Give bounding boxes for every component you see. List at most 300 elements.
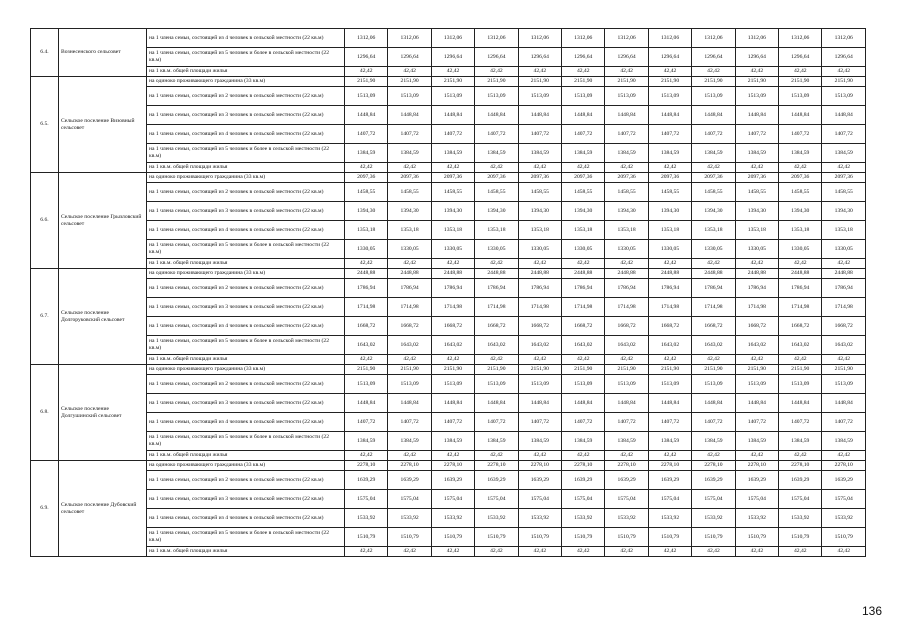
value-cell: 1639,29: [648, 471, 691, 490]
row-description: на 1 члена семьи, состоящей из 5 человек и более в сельской местности (22 кв.м): [147, 48, 345, 67]
value-cell: 1510,79: [692, 528, 735, 547]
value-cell: 2278,10: [735, 461, 778, 471]
value-cell: 1384,59: [822, 432, 866, 451]
section-number: 6.8.: [31, 365, 59, 461]
value-cell: 42,42: [779, 547, 822, 557]
value-cell: 1330,05: [779, 240, 822, 259]
value-cell: 1513,09: [562, 375, 605, 394]
value-cell: 1394,30: [388, 202, 431, 221]
value-cell: 42,42: [518, 355, 561, 365]
value-cell: 1668,72: [648, 317, 691, 336]
row-description: на 1 кв.м. общей площади жилья: [147, 259, 345, 269]
value-cell: 2097,36: [822, 173, 866, 183]
value-cell: 42,42: [822, 547, 866, 557]
value-cell: 1407,72: [822, 125, 866, 144]
settlement-name: Сельское поселение Долгушинский сельсовет: [59, 365, 147, 461]
table-row: [31, 67, 866, 77]
value-cell: 1312,06: [822, 29, 866, 48]
value-cell: 42,42: [475, 547, 518, 557]
value-cell: 42,42: [388, 547, 431, 557]
value-cell: 42,42: [692, 163, 735, 173]
value-cell: 42,42: [735, 355, 778, 365]
value-cell: 1575,04: [388, 490, 431, 509]
value-cell: 1714,98: [388, 298, 431, 317]
value-cell: 2151,90: [475, 77, 518, 87]
value-cell: 1533,92: [388, 509, 431, 528]
row-description: на 1 кв.м. общей площади жилья: [147, 355, 345, 365]
value-cell: 1458,55: [822, 183, 866, 202]
value-cell: 1330,05: [345, 240, 388, 259]
value-cell: 1312,06: [648, 29, 691, 48]
value-cell: 2151,90: [345, 365, 388, 375]
value-cell: 1513,09: [388, 375, 431, 394]
row-description: на одиноко проживающего гражданина (33 кв.м): [147, 77, 345, 87]
value-cell: 2151,90: [735, 365, 778, 375]
value-cell: 1575,04: [779, 490, 822, 509]
value-cell: 2151,90: [692, 77, 735, 87]
value-cell: 42,42: [562, 355, 605, 365]
value-cell: 42,42: [648, 163, 691, 173]
value-cell: 2151,90: [562, 365, 605, 375]
value-cell: 1513,09: [779, 375, 822, 394]
value-cell: 1330,05: [518, 240, 561, 259]
tariff-table: [30, 28, 866, 557]
value-cell: 42,42: [822, 451, 866, 461]
value-cell: 1384,59: [692, 432, 735, 451]
value-cell: 1330,05: [648, 240, 691, 259]
value-cell: 42,42: [648, 259, 691, 269]
value-cell: 1312,06: [388, 29, 431, 48]
value-cell: 2097,36: [779, 173, 822, 183]
value-cell: 2448,88: [345, 269, 388, 279]
value-cell: 2151,90: [518, 77, 561, 87]
value-cell: 1513,09: [345, 375, 388, 394]
value-cell: 2097,36: [735, 173, 778, 183]
value-cell: 1448,84: [562, 106, 605, 125]
value-cell: 1786,94: [345, 279, 388, 298]
value-cell: 42,42: [562, 451, 605, 461]
row-description: на 1 члена семьи, состоящей из 2 человек в сельской местности (22 кв.м): [147, 183, 345, 202]
row-description: на 1 члена семьи, состоящей из 4 человек в сельской местности (22 кв.м): [147, 29, 345, 48]
value-cell: 1407,72: [431, 125, 474, 144]
value-cell: 2278,10: [388, 461, 431, 471]
value-cell: 1643,02: [648, 336, 691, 355]
value-cell: 1394,30: [431, 202, 474, 221]
value-cell: 2278,10: [822, 461, 866, 471]
table-row: [31, 365, 866, 375]
row-description: на 1 кв.м. общей площади жилья: [147, 67, 345, 77]
value-cell: 1510,79: [562, 528, 605, 547]
row-description: на одиноко проживающего гражданина (33 кв.м): [147, 365, 345, 375]
value-cell: 1639,29: [518, 471, 561, 490]
value-cell: 1668,72: [388, 317, 431, 336]
value-cell: 2448,88: [388, 269, 431, 279]
value-cell: 1510,79: [735, 528, 778, 547]
value-cell: 1575,04: [648, 490, 691, 509]
value-cell: 1330,05: [822, 240, 866, 259]
value-cell: 1407,72: [475, 125, 518, 144]
value-cell: 42,42: [605, 259, 648, 269]
value-cell: 1353,18: [735, 221, 778, 240]
row-description: на 1 члена семьи, состоящей из 2 человек в сельской местности (22 кв.м): [147, 279, 345, 298]
value-cell: 42,42: [735, 259, 778, 269]
value-cell: 1786,94: [518, 279, 561, 298]
value-cell: 1448,84: [822, 394, 866, 413]
row-description: на 1 кв.м. общей площади жилья: [147, 451, 345, 461]
value-cell: 1639,29: [779, 471, 822, 490]
value-cell: 1353,18: [518, 221, 561, 240]
value-cell: 1533,92: [345, 509, 388, 528]
value-cell: 1513,09: [431, 375, 474, 394]
row-description: на 1 члена семьи, состоящей из 5 человек и более в сельской местности (22 кв.м): [147, 432, 345, 451]
value-cell: 1353,18: [822, 221, 866, 240]
value-cell: 1513,09: [605, 87, 648, 106]
value-cell: 1714,98: [345, 298, 388, 317]
value-cell: 1513,09: [345, 87, 388, 106]
value-cell: 2097,36: [345, 173, 388, 183]
table-row: [31, 77, 866, 87]
value-cell: 1668,72: [735, 317, 778, 336]
value-cell: 42,42: [605, 547, 648, 557]
table-row: [31, 279, 866, 298]
value-cell: 2097,36: [692, 173, 735, 183]
value-cell: 2151,90: [388, 365, 431, 375]
value-cell: 1668,72: [345, 317, 388, 336]
table-row: [31, 221, 866, 240]
value-cell: 1448,84: [692, 106, 735, 125]
value-cell: 1643,02: [692, 336, 735, 355]
value-cell: 2278,10: [648, 461, 691, 471]
value-cell: 1407,72: [562, 413, 605, 432]
table-row: [31, 269, 866, 279]
value-cell: 1384,59: [345, 432, 388, 451]
value-cell: 1394,30: [735, 202, 778, 221]
section-number: 6.9.: [31, 461, 59, 557]
settlement-name: Вознесенского сельсовет: [59, 29, 147, 77]
value-cell: 1394,30: [605, 202, 648, 221]
value-cell: 2448,88: [605, 269, 648, 279]
value-cell: 1458,55: [692, 183, 735, 202]
value-cell: 1407,72: [692, 413, 735, 432]
value-cell: 1353,18: [648, 221, 691, 240]
value-cell: 1296,64: [388, 48, 431, 67]
value-cell: 1575,04: [605, 490, 648, 509]
value-cell: 42,42: [475, 67, 518, 77]
value-cell: 42,42: [388, 451, 431, 461]
value-cell: 1786,94: [431, 279, 474, 298]
settlement-name: Сельское поселение Грызловский сельсовет: [59, 173, 147, 269]
value-cell: 42,42: [431, 163, 474, 173]
value-cell: 2448,88: [735, 269, 778, 279]
value-cell: 2151,90: [605, 365, 648, 375]
value-cell: 1714,98: [475, 298, 518, 317]
value-cell: 2151,90: [822, 365, 866, 375]
value-cell: 1513,09: [735, 375, 778, 394]
value-cell: 1384,59: [388, 144, 431, 163]
value-cell: 1407,72: [388, 413, 431, 432]
value-cell: 2097,36: [562, 173, 605, 183]
value-cell: 42,42: [345, 163, 388, 173]
value-cell: 1786,94: [475, 279, 518, 298]
value-cell: 1513,09: [779, 87, 822, 106]
value-cell: 1448,84: [822, 106, 866, 125]
value-cell: 2278,10: [345, 461, 388, 471]
value-cell: 1448,84: [431, 394, 474, 413]
value-cell: 1330,05: [431, 240, 474, 259]
value-cell: 42,42: [605, 67, 648, 77]
value-cell: 1510,79: [431, 528, 474, 547]
value-cell: 42,42: [779, 163, 822, 173]
value-cell: 1407,72: [345, 125, 388, 144]
value-cell: 1384,59: [431, 144, 474, 163]
section-number: 6.6.: [31, 173, 59, 269]
table-row: [31, 87, 866, 106]
value-cell: 42,42: [345, 259, 388, 269]
value-cell: 42,42: [518, 163, 561, 173]
value-cell: 1510,79: [388, 528, 431, 547]
value-cell: 1394,30: [648, 202, 691, 221]
value-cell: 42,42: [692, 355, 735, 365]
value-cell: 42,42: [388, 163, 431, 173]
value-cell: 1384,59: [475, 432, 518, 451]
row-description: на 1 члена семьи, состоящей из 2 человек в сельской местности (22 кв.м): [147, 375, 345, 394]
value-cell: 2151,90: [822, 77, 866, 87]
value-cell: 42,42: [388, 355, 431, 365]
value-cell: 1448,84: [779, 394, 822, 413]
value-cell: 42,42: [779, 451, 822, 461]
value-cell: 1448,84: [648, 394, 691, 413]
value-cell: 42,42: [475, 451, 518, 461]
value-cell: 2151,90: [518, 365, 561, 375]
value-cell: 1668,72: [822, 317, 866, 336]
value-cell: 42,42: [648, 547, 691, 557]
settlement-name: Сельское поселение Долгоруковский сельсовет: [59, 269, 147, 365]
value-cell: 1296,64: [475, 48, 518, 67]
value-cell: 2278,10: [562, 461, 605, 471]
value-cell: 1394,30: [518, 202, 561, 221]
row-description: на 1 члена семьи, состоящей из 4 человек в сельской местности (22 кв.м): [147, 317, 345, 336]
value-cell: 1296,64: [822, 48, 866, 67]
value-cell: 2151,90: [431, 365, 474, 375]
value-cell: 2151,90: [345, 77, 388, 87]
value-cell: 42,42: [605, 355, 648, 365]
value-cell: 1394,30: [692, 202, 735, 221]
row-description: на одиноко проживающего гражданина (33 кв.м): [147, 173, 345, 183]
value-cell: 2448,88: [779, 269, 822, 279]
value-cell: 1296,64: [518, 48, 561, 67]
value-cell: 1448,84: [605, 394, 648, 413]
value-cell: 1643,02: [518, 336, 561, 355]
value-cell: 1448,84: [562, 394, 605, 413]
value-cell: 1384,59: [475, 144, 518, 163]
value-cell: 1384,59: [431, 432, 474, 451]
value-cell: 1533,92: [735, 509, 778, 528]
value-cell: 2448,88: [648, 269, 691, 279]
value-cell: 1533,92: [605, 509, 648, 528]
value-cell: 42,42: [345, 355, 388, 365]
row-description: на одиноко проживающего гражданина (33 кв.м): [147, 269, 345, 279]
row-description: на 1 члена семьи, состоящей из 5 человек и более в сельской местности (22 кв.м): [147, 144, 345, 163]
value-cell: 1510,79: [822, 528, 866, 547]
value-cell: 1296,64: [431, 48, 474, 67]
value-cell: 2151,90: [648, 365, 691, 375]
table-row: [31, 451, 866, 461]
value-cell: 1448,84: [735, 106, 778, 125]
value-cell: 1448,84: [475, 106, 518, 125]
value-cell: 1575,04: [735, 490, 778, 509]
value-cell: 2448,88: [475, 269, 518, 279]
value-cell: 2151,90: [431, 77, 474, 87]
value-cell: 1458,55: [605, 183, 648, 202]
value-cell: 2151,90: [605, 77, 648, 87]
value-cell: 42,42: [388, 259, 431, 269]
value-cell: 1330,05: [475, 240, 518, 259]
value-cell: 1643,02: [779, 336, 822, 355]
value-cell: 42,42: [431, 355, 474, 365]
row-description: на 1 кв.м. общей площади жилья: [147, 547, 345, 557]
value-cell: 1384,59: [735, 432, 778, 451]
value-cell: 1639,29: [431, 471, 474, 490]
value-cell: 1384,59: [822, 144, 866, 163]
row-description: на одиноко проживающего гражданина (33 кв.м): [147, 461, 345, 471]
settlement-name: Сельское поселение Визовный сельсовет: [59, 77, 147, 173]
value-cell: 42,42: [562, 163, 605, 173]
value-cell: 1312,06: [431, 29, 474, 48]
page-number: 136: [862, 604, 883, 618]
value-cell: 1384,59: [735, 144, 778, 163]
value-cell: 1510,79: [345, 528, 388, 547]
value-cell: 1643,02: [605, 336, 648, 355]
value-cell: 1384,59: [692, 144, 735, 163]
value-cell: 1458,55: [345, 183, 388, 202]
value-cell: 42,42: [431, 451, 474, 461]
value-cell: 1643,02: [345, 336, 388, 355]
table-row: [31, 183, 866, 202]
value-cell: 42,42: [692, 259, 735, 269]
value-cell: 1448,84: [518, 394, 561, 413]
value-cell: 1407,72: [605, 413, 648, 432]
value-cell: 1330,05: [692, 240, 735, 259]
value-cell: 1296,64: [692, 48, 735, 67]
value-cell: 2278,10: [518, 461, 561, 471]
value-cell: 42,42: [562, 547, 605, 557]
table-row: [31, 163, 866, 173]
value-cell: 42,42: [518, 67, 561, 77]
row-description: на 1 члена семьи, состоящей из 5 человек и более в сельской местности (22 кв.м): [147, 528, 345, 547]
value-cell: 1353,18: [431, 221, 474, 240]
row-description: на 1 члена семьи, состоящей из 2 человек в сельской местности (22 кв.м): [147, 87, 345, 106]
value-cell: 42,42: [735, 451, 778, 461]
table-row: [31, 317, 866, 336]
value-cell: 1639,29: [388, 471, 431, 490]
value-cell: 1714,98: [431, 298, 474, 317]
value-cell: 1513,09: [431, 87, 474, 106]
value-cell: 1384,59: [605, 432, 648, 451]
row-description: на 1 члена семьи, состоящей из 4 человек в сельской местности (22 кв.м): [147, 509, 345, 528]
value-cell: 1448,84: [692, 394, 735, 413]
value-cell: 1312,06: [735, 29, 778, 48]
row-description: на 1 члена семьи, состоящей из 5 человек и более в сельской местности (22 кв.м): [147, 336, 345, 355]
value-cell: 1394,30: [779, 202, 822, 221]
section-number: 6.4.: [31, 29, 59, 77]
value-cell: 42,42: [648, 67, 691, 77]
value-cell: 2151,90: [779, 77, 822, 87]
row-description: на 1 члена семьи, состоящей из 3 человек в сельской местности (22 кв.м): [147, 490, 345, 509]
table-row: [31, 125, 866, 144]
value-cell: 1714,98: [605, 298, 648, 317]
value-cell: 1458,55: [779, 183, 822, 202]
value-cell: 2448,88: [692, 269, 735, 279]
value-cell: 42,42: [822, 259, 866, 269]
value-cell: 1786,94: [822, 279, 866, 298]
value-cell: 1407,72: [388, 125, 431, 144]
table-row: [31, 471, 866, 490]
row-description: на 1 члена семьи, состоящей из 3 человек в сельской местности (22 кв.м): [147, 202, 345, 221]
value-cell: 1296,64: [779, 48, 822, 67]
value-cell: 1394,30: [345, 202, 388, 221]
value-cell: 1513,09: [648, 375, 691, 394]
value-cell: 1353,18: [475, 221, 518, 240]
value-cell: 1786,94: [562, 279, 605, 298]
value-cell: 1786,94: [605, 279, 648, 298]
value-cell: 1407,72: [822, 413, 866, 432]
value-cell: 1786,94: [735, 279, 778, 298]
value-cell: 1668,72: [779, 317, 822, 336]
value-cell: 1533,92: [475, 509, 518, 528]
value-cell: 42,42: [822, 355, 866, 365]
value-cell: 1643,02: [475, 336, 518, 355]
value-cell: 42,42: [779, 67, 822, 77]
value-cell: 1394,30: [562, 202, 605, 221]
value-cell: 42,42: [822, 163, 866, 173]
value-cell: 42,42: [648, 355, 691, 365]
section-number: 6.7.: [31, 269, 59, 365]
value-cell: 42,42: [431, 547, 474, 557]
value-cell: 1668,72: [605, 317, 648, 336]
row-description: на 1 члена семьи, состоящей из 5 человек и более в сельской местности (22 кв.м): [147, 240, 345, 259]
value-cell: 2097,36: [518, 173, 561, 183]
table-row: [31, 336, 866, 355]
value-cell: 1384,59: [518, 144, 561, 163]
value-cell: 1353,18: [779, 221, 822, 240]
value-cell: 2151,90: [562, 77, 605, 87]
value-cell: 1353,18: [692, 221, 735, 240]
value-cell: 1533,92: [648, 509, 691, 528]
value-cell: 1513,09: [822, 87, 866, 106]
value-cell: 1513,09: [518, 375, 561, 394]
value-cell: 42,42: [518, 547, 561, 557]
value-cell: 2151,90: [779, 365, 822, 375]
table-row: [31, 413, 866, 432]
row-description: на 1 члена семьи, состоящей из 2 человек в сельской местности (22 кв.м): [147, 471, 345, 490]
value-cell: 1786,94: [648, 279, 691, 298]
value-cell: 42,42: [562, 259, 605, 269]
value-cell: 1448,84: [388, 106, 431, 125]
value-cell: 2278,10: [605, 461, 648, 471]
value-cell: 1639,29: [345, 471, 388, 490]
value-cell: 1330,05: [735, 240, 778, 259]
value-cell: 1714,98: [735, 298, 778, 317]
value-cell: 1312,06: [345, 29, 388, 48]
value-cell: 2278,10: [475, 461, 518, 471]
value-cell: 1668,72: [431, 317, 474, 336]
table-row: [31, 394, 866, 413]
value-cell: 1510,79: [779, 528, 822, 547]
row-description: на 1 члена семьи, состоящей из 4 человек в сельской местности (22 кв.м): [147, 413, 345, 432]
value-cell: 1533,92: [431, 509, 474, 528]
value-cell: 1384,59: [605, 144, 648, 163]
value-cell: 1513,09: [692, 87, 735, 106]
